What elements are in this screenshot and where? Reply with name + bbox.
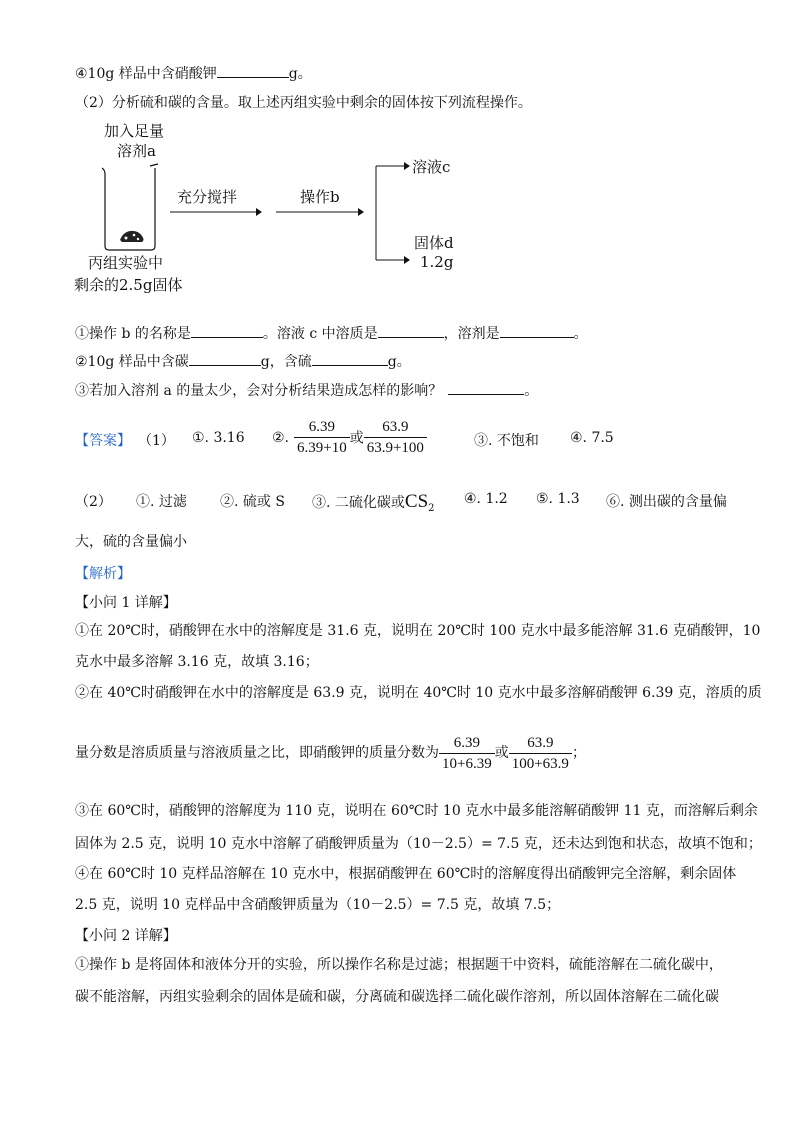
analysis-line: 碳不能溶解，丙组实验剩余的固体是硫和碳，分离硫和碳选择二硫化碳作溶剂，所以固体溶解在二硫化碳 — [75, 989, 719, 1005]
sub-question-2 — [75, 351, 411, 372]
fraction-3-numerator: 6.39 — [439, 734, 495, 754]
stir-label: 充分搅拌 — [177, 188, 238, 206]
analysis-line: ②在 40℃时硝酸钾在水中的溶解度是 63.9 克，说明在 40℃时 10 克水中最多溶解硝酸钾 6.39 克，溶质的质 — [75, 685, 762, 701]
beaker-label-2: 剩余的2.5g固体 — [74, 276, 183, 294]
fraction-2-numerator: 63.9 — [364, 418, 427, 438]
q1-text-d: 。 — [573, 326, 588, 342]
answer-blank — [191, 323, 263, 338]
answer-formula — [294, 418, 427, 457]
solution-c-label: 溶液c — [412, 158, 451, 176]
arrow-stir — [170, 208, 262, 216]
answer-blank — [378, 323, 444, 338]
analysis-line: ①在 20℃时，硝酸钾在水中的溶解度是 31.6 克，说明在 20℃时 100 克水中最多能溶解 31.6 克硝酸钾，10 — [75, 623, 761, 639]
analysis-line: 克水中最多溶解 3.16 克，故填 3.16； — [75, 654, 319, 670]
sub-question-3 — [75, 380, 538, 401]
sub-question-1 — [75, 323, 588, 344]
answer-2-3 — [312, 491, 435, 514]
analysis-text-end: ； — [571, 745, 586, 761]
q2-text-a: ②10g 样品中含碳 — [75, 354, 189, 370]
q2-text-b: g，含硫 — [260, 354, 312, 370]
beaker-icon — [102, 164, 158, 250]
q4-unit: g。 — [288, 66, 312, 82]
fraction-4-denominator: 100+63.9 — [511, 755, 569, 772]
q4-text: ④10g 样品中含硝酸钾 — [75, 66, 217, 82]
q1-text-c: ，溶剂是 — [443, 326, 500, 342]
or-text: 或 — [494, 745, 509, 761]
answer-1-1: ①. 3.16 — [192, 430, 245, 446]
fraction-1-numerator: 6.39 — [294, 418, 350, 438]
analysis-line: ④在 60℃时 10 克样品溶解在 10 克水中，根据硝酸钾在 60℃时的溶解度得出硝酸钾完全溶解，剩余固体 — [75, 866, 737, 882]
answer-blank — [448, 380, 524, 395]
answer-2-1: ①. 过滤 — [136, 494, 187, 510]
analysis-line: ③在 60℃时，硝酸钾的溶解度为 110 克，说明在 60℃时 10 克水中最多能溶解硝酸钾 11 克，而溶解后剩余 — [75, 803, 758, 819]
part-2-intro: （2）分析硫和碳的含量。取上述丙组实验中剩余的固体按下列流程操作。 — [75, 95, 532, 111]
answer-tag: 【答案】 — [75, 433, 131, 449]
answer-2-3-text: ③. 二硫化碳或 — [312, 495, 405, 511]
analysis-line-with-formula — [75, 733, 586, 773]
fraction-1 — [294, 418, 350, 457]
add-solvent-label-2: 溶剂a — [117, 142, 156, 160]
fraction-2 — [364, 418, 427, 457]
fraction-3 — [439, 734, 495, 773]
solid-d-mass: 1.2g — [420, 253, 454, 271]
cs2-formula: CS — [404, 491, 429, 512]
answer-part-2-number: （2） — [75, 494, 112, 510]
arrow-operation-b — [276, 208, 364, 216]
answer-1-2-label: ②. — [272, 430, 290, 446]
sub-section-1-heading: 【小问 1 详解】 — [75, 595, 177, 611]
answer-part-1-number: （1） — [138, 433, 175, 449]
answer-2-6: ⑥. 测出碳的含量偏 — [606, 494, 727, 510]
fraction-4-numerator: 63.9 — [509, 734, 572, 754]
answer-2-2: ②. 硫或 S — [220, 494, 285, 510]
analysis-line: 固体为 2.5 克，说明 10 克水中溶解了硝酸钾质量为（10－2.5）= 7.5 克，还未达到饱和状态，故填不饱和； — [75, 836, 762, 852]
fraction-2-denominator: 63.9+100 — [366, 440, 424, 456]
q3-text-b: 。 — [524, 383, 539, 399]
analysis-line: 2.5 克，说明 10 克样品中含硝酸钾质量为（10－2.5）= 7.5 克，故填 7.5； — [75, 897, 561, 913]
answer-1-4: ④. 7.5 — [570, 430, 614, 446]
solid-d-label: 固体d — [414, 234, 454, 252]
cs2-subscript: 2 — [428, 502, 435, 514]
add-solvent-label-1: 加入足量 — [104, 122, 165, 140]
q1-text-b: 。溶液 c 中溶质是 — [262, 326, 378, 342]
sub-section-2-heading: 【小问 2 详解】 — [75, 928, 177, 944]
q1-text-a: ①操作 b 的名称是 — [75, 326, 191, 342]
analysis-text: 量分数是溶质质量与溶液质量之比，即硝酸钾的质量分数为 — [75, 745, 439, 761]
answer-2-5: ⑤. 1.3 — [536, 491, 580, 507]
answer-2-6-continued: 大，硫的含量偏小 — [75, 534, 187, 550]
answer-blank — [189, 351, 261, 366]
fraction-3-denominator: 10+6.39 — [442, 755, 492, 772]
or-text: 或 — [349, 430, 364, 447]
operation-b-label: 操作b — [300, 188, 340, 206]
branch-bracket — [376, 162, 410, 264]
answer-blank — [217, 63, 289, 78]
fraction-4 — [509, 734, 572, 773]
question-4-line — [75, 63, 312, 84]
q2-text-c: g。 — [387, 354, 411, 370]
analysis-line: ①操作 b 是将固体和液体分开的实验，所以操作名称是过滤；根据题干中资料，硫能溶解在二硫化碳中， — [75, 957, 723, 973]
answer-blank — [500, 323, 574, 338]
q3-text-a: ③若加入溶剂 a 的量太少，会对分析结果造成怎样的影响？ — [75, 383, 443, 399]
answer-blank — [312, 351, 388, 366]
beaker-label-1: 丙组实验中 — [88, 254, 164, 272]
analysis-tag: 【解析】 — [75, 566, 131, 582]
fraction-1-denominator: 6.39+10 — [297, 440, 347, 456]
answer-2-4: ④. 1.2 — [464, 491, 508, 507]
answer-1-3: ③. 不饱和 — [474, 433, 539, 449]
